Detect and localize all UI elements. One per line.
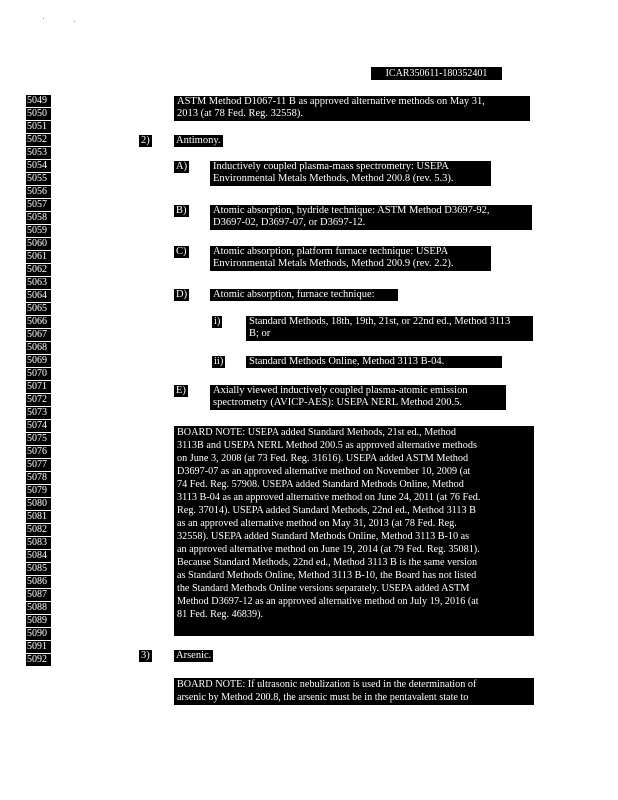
- line-number: 5051: [26, 121, 51, 133]
- subitem-label: ii): [214, 356, 224, 367]
- line-number: 5085: [26, 563, 51, 575]
- line-number: 5083: [26, 537, 51, 549]
- item-e-text: [210, 385, 506, 410]
- line-number: 5070: [26, 368, 51, 380]
- subitem-label: i): [214, 316, 221, 327]
- text-line: Because Standard Methods, 22nd ed., Method 3113 B is the same version: [177, 557, 478, 568]
- text-line: Atomic absorption, hydride technique: ASTM Method D3697-92,: [213, 205, 490, 216]
- text-line: Standard Methods Online, Method 3113 B-04.: [249, 356, 445, 367]
- text-line: Environmental Metals Methods, Method 200.9 (rev. 2.2).: [213, 258, 454, 270]
- text-line: Standard Methods, 18th, 19th, 21st, or 22nd ed., Method 3113: [249, 316, 511, 327]
- line-number: 5090: [26, 628, 51, 640]
- line-number: 5057: [26, 199, 51, 211]
- item-label: E): [176, 385, 186, 396]
- text-line: 32558). USEPA added Standard Methods Online, Method 3113 B-10 as: [177, 531, 470, 542]
- item-label: D): [176, 289, 188, 300]
- line-number: 5075: [26, 433, 51, 445]
- line-number: 5091: [26, 641, 51, 653]
- text-line: Axially viewed inductively coupled plasma-atomic emission: [213, 385, 468, 396]
- line-number: 5061: [26, 251, 51, 263]
- text-line: spectrometry (AVICP-AES): USEPA NERL Method 200.5.: [213, 397, 462, 409]
- line-number: 5088: [26, 602, 51, 614]
- line-number: 5060: [26, 238, 51, 250]
- line-number: 5074: [26, 420, 51, 432]
- line-number: 5049: [26, 95, 51, 107]
- text-line: D3697-07 as an approved alternative method on November 10, 2009 (at: [177, 466, 471, 477]
- board-note-antimony: [174, 426, 534, 636]
- line-number: 5080: [26, 498, 51, 510]
- section-title-arsenic: Arsenic.: [176, 650, 212, 661]
- line-number: 5079: [26, 485, 51, 497]
- text-line: Atomic absorption, furnace technique:: [213, 289, 375, 300]
- text-line: Method D3697-12 as an approved alternative method on July 19, 2016 (at: [177, 596, 479, 607]
- text-line: 3113 B-04 as an approved alternative method on June 24, 2011 (at 76 Fed.: [177, 492, 481, 503]
- line-number: 5086: [26, 576, 51, 588]
- item-d-ii-text: [246, 356, 502, 368]
- line-number: 5067: [26, 329, 51, 341]
- text-line: BOARD NOTE: USEPA added Standard Methods, 21st ed., Method: [177, 427, 456, 438]
- line-number: 5092: [26, 654, 51, 666]
- line-number: 5084: [26, 550, 51, 562]
- text-line: Environmental Metals Methods, Method 200.8 (rev. 5.3).: [213, 173, 454, 185]
- section-number: 3): [141, 650, 150, 661]
- item-b-text: [210, 205, 532, 230]
- line-number: 5077: [26, 459, 51, 471]
- line-number: 5081: [26, 511, 51, 523]
- document-id-header: ICAR350611-180352401: [371, 67, 502, 80]
- text-line: 3113B and USEPA NERL Method 200.5 as approved alternative methods: [177, 440, 477, 451]
- text-line: D3697-02, D3697-07, or D3697-12.: [213, 217, 366, 229]
- line-number: 5065: [26, 303, 51, 315]
- board-note-arsenic: [174, 678, 534, 705]
- line-number: 5062: [26, 264, 51, 276]
- line-number: 5058: [26, 212, 51, 224]
- item-a-text: [210, 161, 491, 186]
- item-label: B): [176, 205, 187, 216]
- text-line: BOARD NOTE: If ultrasonic nebulization is used in the determination of: [177, 679, 477, 690]
- text-line: the Standard Methods Online versions separately. USEPA added ASTM: [177, 583, 470, 594]
- line-number: 5063: [26, 277, 51, 289]
- line-number: 5059: [26, 225, 51, 237]
- text-line: Reg. 37014). USEPA added Standard Methods, 22nd ed., Method 3113 B: [177, 505, 476, 516]
- line-number: 5056: [26, 186, 51, 198]
- scan-speck: [74, 21, 75, 22]
- section-title-antimony: Antimony.: [176, 135, 221, 146]
- line-number: 5078: [26, 472, 51, 484]
- item-c-text: [210, 246, 491, 271]
- line-number: 5068: [26, 342, 51, 354]
- line-number: 5073: [26, 407, 51, 419]
- section-number: 2): [141, 135, 150, 146]
- text-line: arsenic by Method 200.8, the arsenic must be in the pentavalent state to: [177, 692, 469, 703]
- text-line: as Standard Methods Online, Method 3113 B-10, the Board has not listed: [177, 570, 477, 581]
- text-line: Atomic absorption, platform furnace technique: USEPA: [213, 246, 449, 257]
- item-d-i-text: [246, 316, 533, 341]
- scan-speck: [43, 18, 44, 19]
- item-d-title: [210, 289, 398, 301]
- line-number: 5054: [26, 160, 51, 172]
- text-line: B; or: [249, 328, 271, 340]
- text-line: 2013 (at 78 Fed. Reg. 32558).: [177, 108, 303, 120]
- text-line: on June 3, 2008 (at 73 Fed. Reg. 31616). USEPA added ASTM Method: [177, 453, 469, 464]
- text-line: as an approved alternative method on May 31, 2013 (at 78 Fed. Reg.: [177, 518, 457, 529]
- line-number: 5052: [26, 134, 51, 146]
- astm-intro-paragraph: [174, 96, 530, 121]
- text-line: 74 Fed. Reg. 57908. USEPA added Standard Methods Online, Method: [177, 479, 464, 490]
- item-label: A): [176, 161, 188, 172]
- line-number: 5055: [26, 173, 51, 185]
- text-line: Inductively coupled plasma-mass spectrometry: USEPA: [213, 161, 449, 172]
- line-number: 5087: [26, 589, 51, 601]
- line-number: 5072: [26, 394, 51, 406]
- line-number: 5050: [26, 108, 51, 120]
- line-number: 5064: [26, 290, 51, 302]
- line-number: 5089: [26, 615, 51, 627]
- text-line: 81 Fed. Reg. 46839).: [177, 609, 264, 620]
- line-number: 5069: [26, 355, 51, 367]
- line-number: 5082: [26, 524, 51, 536]
- text-line: ASTM Method D1067-11 B as approved alternative methods on May 31,: [177, 96, 485, 107]
- item-label: C): [176, 246, 187, 257]
- line-number: 5076: [26, 446, 51, 458]
- line-number: 5053: [26, 147, 51, 159]
- text-line: an approved alternative method on June 19, 2014 (at 79 Fed. Reg. 35081).: [177, 544, 480, 555]
- line-number: 5071: [26, 381, 51, 393]
- line-number: 5066: [26, 316, 51, 328]
